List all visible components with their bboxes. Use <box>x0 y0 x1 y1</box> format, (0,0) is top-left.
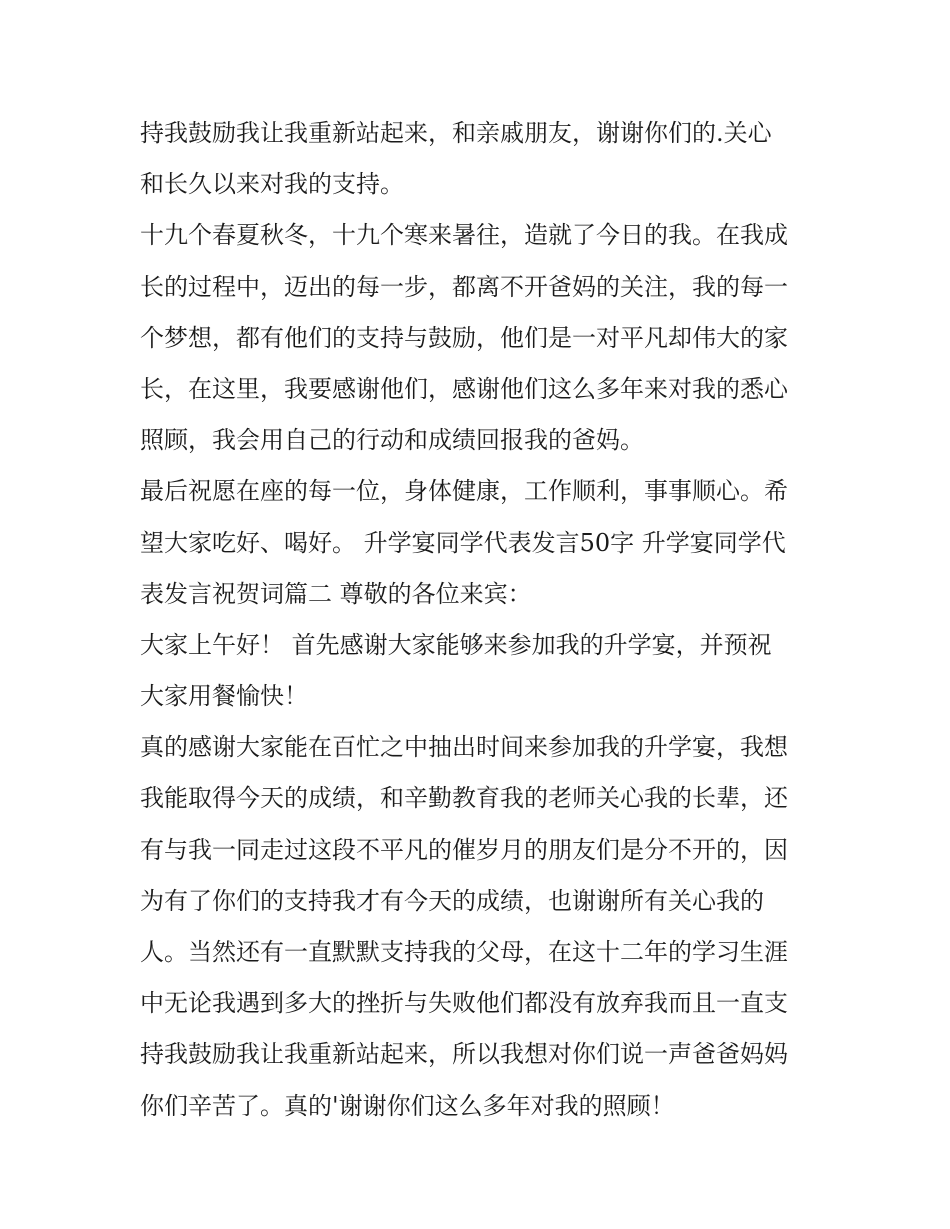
text-line: 为有了你们的支持我才有今天的成绩，也谢谢所有关心我的 <box>140 886 764 915</box>
text-line: 个梦想，都有他们的支持与鼓励，他们是一对平凡却伟大的家 <box>140 323 788 352</box>
text-line: 你们辛苦了。真的'谢谢你们这么多年对我的照顾！ <box>140 1091 675 1120</box>
document-body <box>140 108 820 1132</box>
text-line: 我能取得今天的成绩，和辛勤教育我的老师关心我的长辈，还 <box>140 784 788 813</box>
text-line: 真的感谢大家能在百忙之中抽出时间来参加我的升学宴，我想 <box>140 733 788 762</box>
text-line: 有与我一同走过这段不平凡的催岁月的朋友们是分不开的，因 <box>140 835 788 864</box>
text-line: 持我鼓励我让我重新站起来，和亲戚朋友，谢谢你们的.关心 <box>140 119 772 147</box>
text-line: 照顾，我会用自己的行动和成绩回报我的爸妈。 <box>140 426 644 455</box>
text-line: 长的过程中，迈出的每一步，都离不开爸妈的关注，我的每一 <box>140 272 788 301</box>
text-line: 大家上午好！ 首先感谢大家能够来参加我的升学宴，并预祝 <box>140 630 772 659</box>
text-line: 大家用餐愉快！ <box>140 682 308 711</box>
text-line: 表发言祝贺词篇二 尊敬的各位来宾： <box>140 579 532 608</box>
text-line: 中无论我遇到多大的挫折与失败他们都没有放弃我而且一直支 <box>140 989 788 1018</box>
text-line: 长，在这里，我要感谢他们，感谢他们这么多年来对我的悉心 <box>140 374 788 403</box>
text-line: 望大家吃好、喝好。 升学宴同学代表发言50字 升学宴同学代 <box>140 528 786 557</box>
text-line: 持我鼓励我让我重新站起来，所以我想对你们说一声爸爸妈妈 <box>140 1040 788 1069</box>
text-line: 最后祝愿在座的每一位，身体健康，工作顺利，事事顺心。希 <box>140 477 788 506</box>
text-line: 和长久以来对我的支持。 <box>140 170 404 199</box>
text-line: 人。当然还有一直默默支持我的父母，在这十二年的学习生涯 <box>140 938 788 966</box>
text-line: 十九个春夏秋冬，十九个寒来暑往，造就了今日的我。在我成 <box>140 221 788 250</box>
